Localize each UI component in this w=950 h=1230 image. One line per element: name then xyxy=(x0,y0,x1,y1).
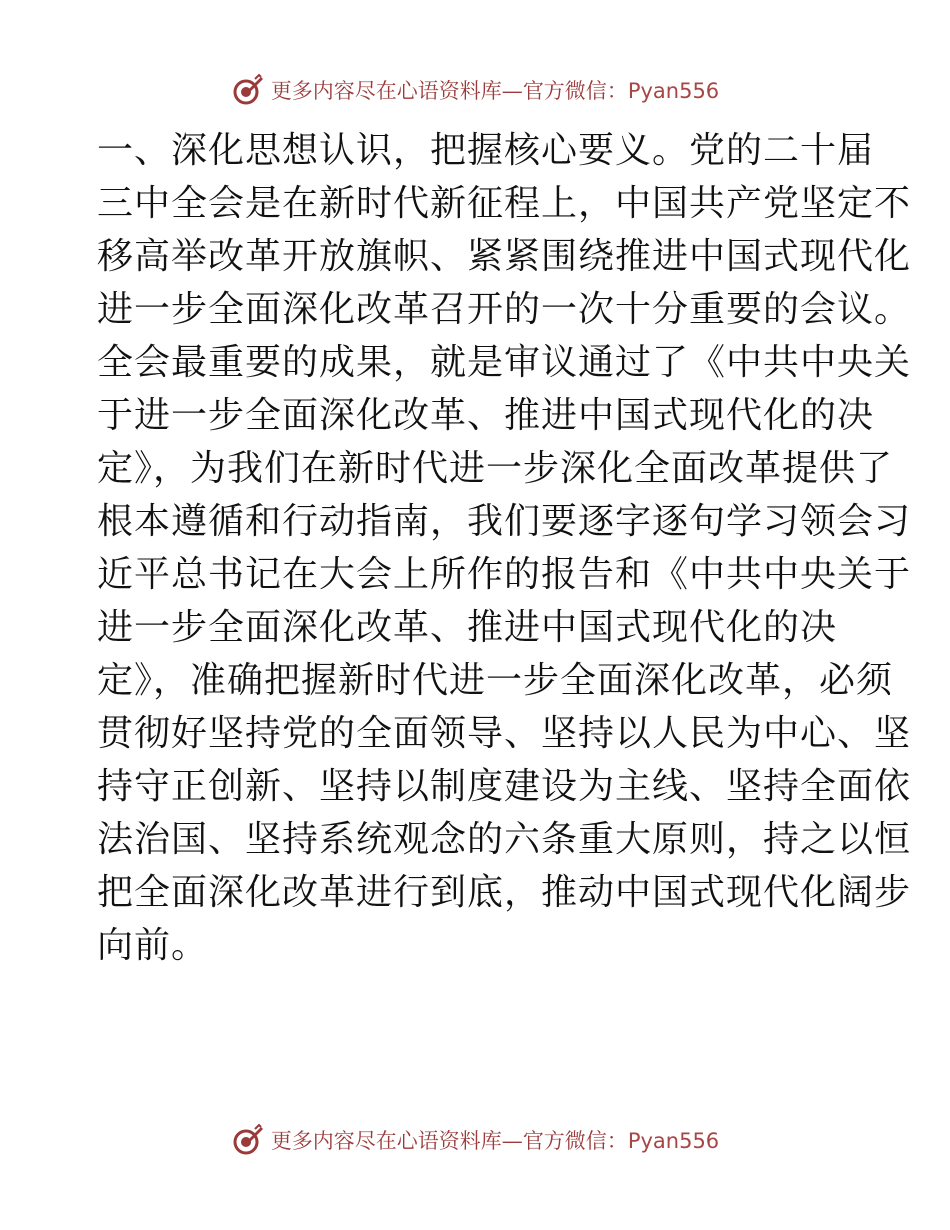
body-line: 把全面深化改革进行到底，推动中国式现代化阔步 xyxy=(97,872,912,913)
banner-text xyxy=(271,1125,719,1155)
footer-watermark-banner xyxy=(0,1118,950,1162)
body-line: 进一步全面深化改革、推进中国式现代化的决 xyxy=(97,607,838,648)
banner-promo-text: 更多内容尽在心语资料库— xyxy=(270,79,523,103)
body-line: 根本遵循和行动指南，我们要逐字逐句学习领会习 xyxy=(97,501,912,542)
banner-wechat-id: Pyan556 xyxy=(627,1129,720,1153)
banner-text xyxy=(271,75,719,105)
banner-wechat-id: Pyan556 xyxy=(627,79,720,103)
body-line: 移高举改革开放旗帜、紧紧围绕推进中国式现代化 xyxy=(97,236,912,277)
body-line: 进一步全面深化改革召开的一次十分重要的会议。 xyxy=(97,289,912,330)
banner-wechat-label: 官方微信： xyxy=(522,79,628,103)
body-line: 近平总书记在大会上所作的报告和《中共中央关于 xyxy=(97,554,912,595)
body-line: 三中全会是在新时代新征程上，中国共产党坚定不 xyxy=(97,183,912,224)
quill-logo-icon xyxy=(231,73,265,107)
document-body xyxy=(97,124,912,972)
header-watermark-banner xyxy=(0,68,950,112)
body-line: 贯彻好坚持党的全面领导、坚持以人民为中心、坚 xyxy=(97,713,912,754)
body-line: 全会最重要的成果，就是审议通过了《中共中央关 xyxy=(97,342,912,383)
body-line: 定》，为我们在新时代进一步深化全面改革提供了 xyxy=(97,448,894,489)
body-line: 一、深化思想认识，把握核心要义。党的二十届 xyxy=(97,130,875,171)
body-line: 法治国、坚持系统观念的六条重大原则，持之以恒 xyxy=(97,819,912,860)
banner-wechat-label: 官方微信： xyxy=(522,1129,628,1153)
quill-logo-icon xyxy=(231,1123,265,1157)
banner-promo-text: 更多内容尽在心语资料库— xyxy=(270,1129,523,1153)
body-line: 向前。 xyxy=(97,925,209,966)
body-line: 定》，准确把握新时代进一步全面深化改革，必须 xyxy=(97,660,894,701)
body-line: 持守正创新、坚持以制度建设为主线、坚持全面依 xyxy=(97,766,912,807)
body-line: 于进一步全面深化改革、推进中国式现代化的决 xyxy=(97,395,875,436)
